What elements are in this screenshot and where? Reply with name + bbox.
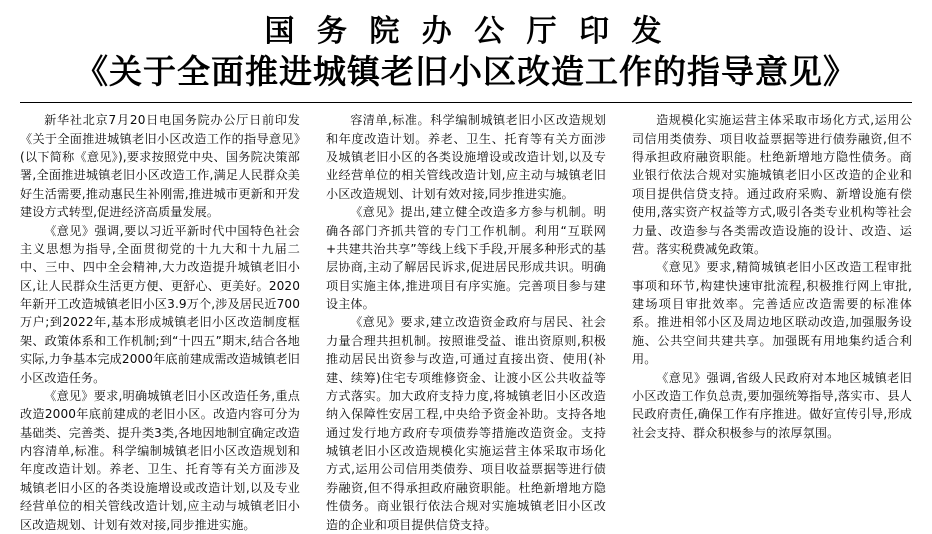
paragraph: 《意见》强调,省级人民政府对本地区城镇老旧小区改造工作负总责,要加强统筹指导,落实市、县人民政府责任,确保工作有序推进。做好宣传引导,形成社会支持、群众积极参与的浓厚氛围。 <box>632 370 912 440</box>
article-column-2 <box>326 111 606 534</box>
paragraph: 《意见》要求,建立改造资金政府与居民、社会力量合理共担机制。按照谁受益、谁出资原则,积极推动居民出资参与改造,可通过直接出资、使用(补建、续筹)住宅专项维修资金、让渡小区公共收益等方式落实。加大政府支持力度,将城镇老旧小区改造纳入保障性安居工程,中央给予资金补助。支持各地通过发行地方政府专项债券等措施改造资金。支持城镇老旧小区改造规模化实施运营主体采取市场化方式,运用公司信用类债券、项目收益票据等进行债券融资,但不得承担政府融资职能。杜绝新增地方隐性债务。商业银行依法合规对实施城镇老旧小区改造的企业和项目提供信贷支持。 <box>326 315 606 532</box>
paragraph: 《意见》提出,建立健全改造多方参与机制。明确各部门齐抓共管的专门工作机制。利用“互联网+共建共治共享”等线上线下手段,开展多种形式的基层协商,主动了解居民诉求,促进居民形成共识。明确项目实施主体,推进项目有序实施。完善项目参与建设主体。 <box>326 205 606 312</box>
paragraph: 《意见》要求,精简城镇老旧小区改造工程审批事项和环节,构建快速审批流程,积极推行网上审批,建场项目审批效率。完善适应改造需要的标准体系。推进相邻小区及周边地区联动改造,加强服务设施、公共空间共建共享。加强既有用地集约适合利用。 <box>632 260 912 367</box>
paragraph: 容清单,标准。科学编制城镇老旧小区改造规划和年度改造计划。养老、卫生、托育等有关方面涉及城镇老旧小区的各类设施增设或改造计划,以及专业经营单位的相关管线改造计划,应主动与城镇老旧小区改造规划、计划有效对接,同步推进实施。 <box>326 113 606 201</box>
headline-line-2: 《关于全面推进城镇老旧小区改造工作的指导意见》 <box>75 52 857 92</box>
horizontal-divider <box>20 102 912 103</box>
headline-line-1: 国 务 院 办 公 厅 印 发 <box>264 14 668 49</box>
paragraph: 《意见》强调,要以习近平新时代中国特色社会主义思想为指导,全面贯彻党的十九大和十九届二中、三中、四中全会精神,大力改造提升城镇老旧小区,让人民群众生活更方便、更舒心、更美好。2020年新开工改造城镇老旧小区3.9万个,涉及居民近700万户;到2022年,基本形成城镇老旧小区改造制度框架、政策体系和工作机制;到“十四五”期末,结合各地实际,力争基本完成2000年底前建成需改造城镇老旧小区改造任务。 <box>20 223 300 385</box>
article-columns <box>20 111 912 534</box>
page-title <box>20 14 912 92</box>
paragraph: 《意见》要求,明确城镇老旧小区改造任务,重点改造2000年底前建成的老旧小区。改造内容可分为基础类、完善类、提升类3类,各地因地制宜确定改造内容清单,标准。科学编制城镇老旧小区改造规划和年度改造计划。养老、卫生、托育等有关方面涉及城镇老旧小区的各类设施增设或改造计划,以及专业经营单位的相关管线改造计划,应主动与城镇老旧小区改造规划、计划有效对接,同步推进实施。 <box>20 388 301 532</box>
paragraph: 造规模化实施运营主体采取市场化方式,运用公司信用类债券、项目收益票据等进行债券融资,但不得承担政府融资职能。杜绝新增地方隐性债务。商业银行依法合规对实施城镇老旧小区改造的企业和项目提供信贷支持。通过政府采购、新增设施有偿使用,落实资产权益等方式,吸引各类专业机构等社会力量、改造参与各类需改造设施的设计、改造、运营。落实税费减免政策。 <box>632 113 912 256</box>
article-column-3 <box>632 111 912 442</box>
article-column-1 <box>20 111 300 534</box>
paragraph: 新华社北京7月20日电国务院办公厅日前印发《关于全面推进城镇老旧小区改造工作的指导意见》(以下简称《意见》),要求按照党中央、国务院决策部署,全面推进城镇老旧小区改造工作,满足人民群众美好生活需要,推动惠民生补刚需,推进城市更新和开发建设方式转型,促进经济高质量发展。 <box>20 113 300 220</box>
